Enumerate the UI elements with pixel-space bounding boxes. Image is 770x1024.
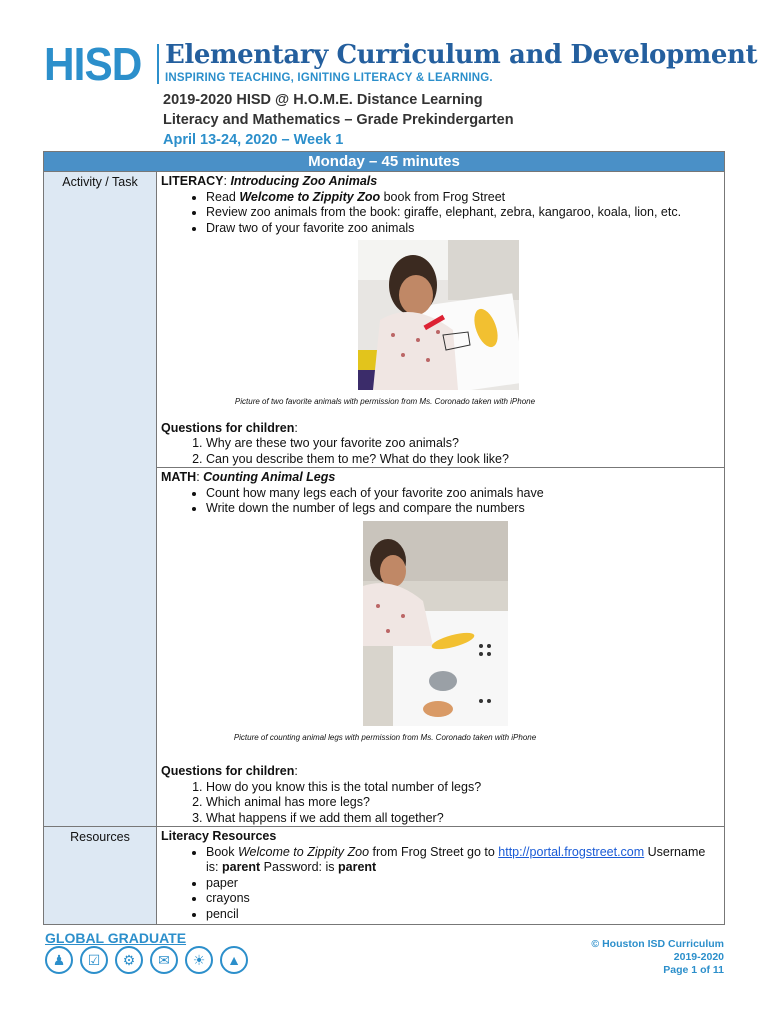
lightbulb-icon: ☀ — [185, 946, 213, 974]
resources-cell — [157, 827, 725, 925]
global-graduate-icons — [45, 946, 248, 974]
list-item: • Draw two of your favorite zoo animals — [206, 221, 724, 237]
username-value: parent — [221, 860, 261, 874]
list-item: • crayons — [206, 891, 724, 907]
photo-caption-2: Picture of counting animal legs with permission from Ms. Coronado taken with iPhone — [233, 732, 537, 742]
math-list — [161, 486, 724, 517]
list-item: • Write down the number of legs and compare the numbers — [206, 501, 724, 517]
photo-drawing — [358, 240, 519, 390]
frogstreet-link[interactable]: http://portal.frogstreet.com — [498, 844, 645, 859]
checklist-icon: ☑ — [80, 946, 108, 974]
list-item: • Review zoo animals from the book: giraffe, elephant, zebra, kangaroo, koala, lion, etc. — [206, 205, 724, 221]
list-item: 1. Why are these two your favorite zoo animals? — [206, 436, 724, 452]
logo-tagline: INSPIRING TEACHING, IGNITING LITERACY & LEARNING. — [165, 72, 493, 84]
math-questions — [161, 780, 724, 827]
literacy-questions — [161, 436, 724, 467]
activity-label-cell — [44, 172, 157, 827]
literacy-title: Introducing Zoo Animals — [230, 174, 378, 188]
page-number: Page 1 of 11 — [663, 964, 724, 976]
math-title: Counting Animal Legs — [203, 470, 336, 484]
activity-label: Activity / Task — [62, 175, 138, 189]
global-graduate-link[interactable]: GLOBAL GRADUATE — [45, 930, 187, 946]
hisd-wordmark: HISD — [44, 38, 142, 90]
list-item: • paper — [206, 876, 724, 892]
password-value: parent — [338, 860, 377, 874]
doc-dates: April 13-24, 2020 – Week 1 — [163, 132, 344, 148]
literacy-cell — [157, 172, 725, 468]
footer-info — [591, 938, 724, 977]
chat-icon: ✉ — [150, 946, 178, 974]
footer-year: 2019-2020 — [673, 951, 724, 963]
list-item: • Count how many legs each of your favorite zoo animals have — [206, 486, 724, 502]
literacy-questions-label: Questions for children: — [161, 420, 298, 435]
people-icon: ♟ — [45, 946, 73, 974]
graduation-cap-icon: ▲ — [220, 946, 248, 974]
logo-divider — [157, 44, 159, 84]
literacy-list — [161, 190, 724, 237]
literacy-prefix: LITERACY — [161, 174, 224, 188]
photo-caption-1: Picture of two favorite animals with permission from Ms. Coronado taken with iPhone — [234, 397, 536, 406]
doc-title: 2019-2020 HISD @ H.O.M.E. Distance Learning — [163, 92, 483, 108]
lesson-table — [43, 151, 725, 925]
logo-title: Elementary Curriculum and Development — [165, 40, 758, 70]
list-item: • pencil — [206, 907, 724, 923]
doc-subtitle: Literacy and Mathematics – Grade Prekindergarten — [163, 112, 514, 128]
list-item: 3. What happens if we add them all together? — [206, 811, 724, 827]
list-item: 2. Which animal has more legs? — [206, 795, 724, 811]
gears-icon: ⚙ — [115, 946, 143, 974]
resources-title: Literacy Resources — [161, 829, 277, 843]
math-cell — [157, 468, 725, 827]
list-item: 1. How do you know this is the total number of legs? — [206, 780, 724, 796]
math-questions-label: Questions for children: — [161, 764, 298, 778]
resources-label-cell — [44, 827, 157, 925]
list-item: • Book Welcome to Zippity Zoo from Frog Street go to http://portal.frogstreet.com Username is: parent Password: is parent — [206, 845, 724, 876]
list-item: 2. Can you describe them to me? What do they look like? — [206, 452, 724, 468]
footer-copyright: © Houston ISD Curriculum — [591, 938, 724, 950]
list-item: • Read Welcome to Zippity Zoo book from Frog Street — [206, 190, 724, 206]
math-prefix: MATH — [161, 470, 197, 484]
photo-counting — [363, 521, 508, 726]
math-heading: MATH: Counting Animal Legs — [161, 470, 336, 484]
resources-label: Resources — [70, 830, 130, 844]
literacy-heading: LITERACY: Introducing Zoo Animals — [161, 174, 378, 188]
day-header: Monday – 45 minutes — [44, 152, 725, 172]
resources-list — [161, 845, 724, 923]
